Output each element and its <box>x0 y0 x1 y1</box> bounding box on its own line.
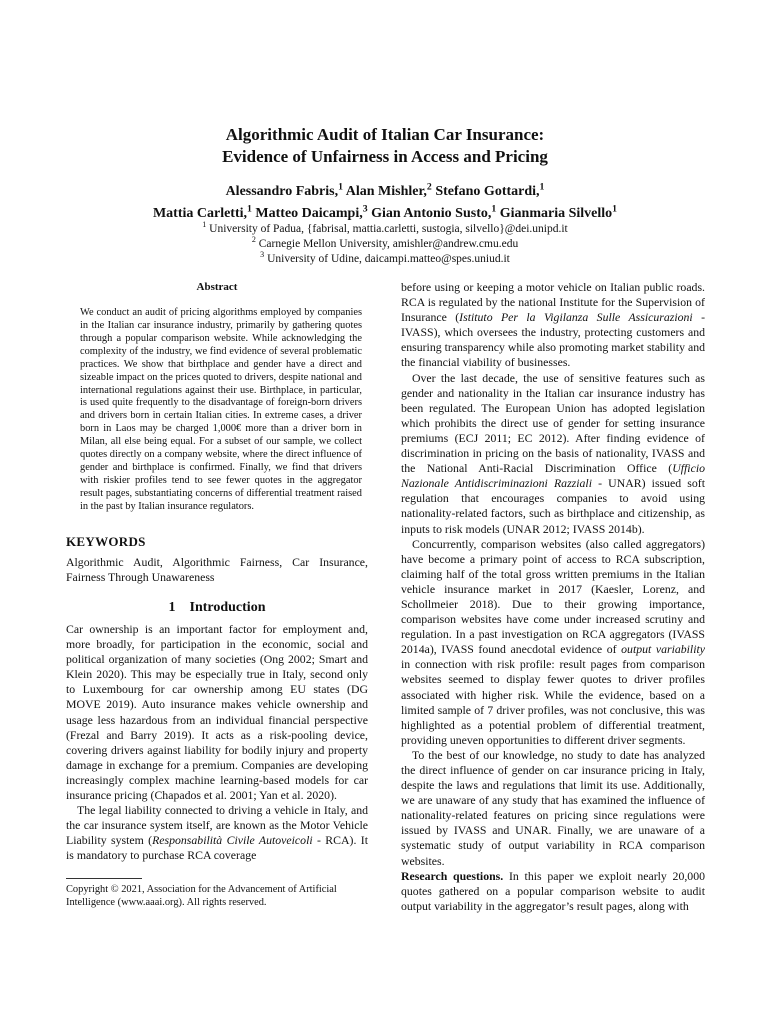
section-title: Introduction <box>189 599 266 615</box>
body-paragraph: before using or keeping a motor vehicle on Italian public roads. RCA is regulated by the national Institute for the Supervision of Insurance (Istituto Per la Vigilanza Sulle Assicurazioni - IVASS), which oversees the industry, protecting customers and ensuring transparency while also promoting market stability and the financial viability of businesses. <box>401 280 705 370</box>
affiliation: $^3$ University of Udine, daicampi.matteo@spes.uniud.it <box>260 250 510 265</box>
author-affiliation-mark: 3 <box>362 203 368 215</box>
author: Stefano Gottardi, <box>435 184 540 199</box>
body-paragraph: To the best of our knowledge, no study to date has analyzed the direct influence of gender on car insurance pricing in Italy, despite the laws and regulations that limit its use. Additionally, we are unaware of any study that has examined the influence of nationality-related features on pricing since regulations were issued by IVASS and UNAR. Finally, we are unaware of a systematic study of output variability in RCA comparison websites. <box>401 747 705 868</box>
research-questions-paragraph: Research questions. In this paper we exploit nearly 20,000 quotes gathered on a popular comparison website to audit output variability in the aggregator’s result pages, along with <box>401 868 706 913</box>
author-list <box>40 181 730 225</box>
section-heading-introduction <box>66 600 368 615</box>
affiliation: $^1$ University of Padua, {fabrisal, mattia.carletti, sustogia, silvello}@dei.unipd.it <box>202 220 568 235</box>
keywords-heading: KEYWORDS <box>66 533 146 549</box>
author: Alan Mishler, <box>345 184 427 199</box>
right-column <box>401 280 705 914</box>
section-number: 1 <box>168 599 176 615</box>
title-line-1: Algorithmic Audit of Italian Car Insurance: <box>225 125 545 144</box>
author-affiliation-mark: 1 <box>491 203 497 215</box>
author: Gianmaria Silvello <box>499 206 613 221</box>
run-in-heading: Research questions. <box>401 868 504 883</box>
intro-paragraph-2: The legal liability connected to driving a vehicle in Italy, and the car insurance system itself, are known as the Motor Vehicle Liability system (Responsabilità Civile Autoveicoli - RCA). It is mandatory to purchase RCA coverage <box>66 803 368 863</box>
paper-title <box>60 124 710 168</box>
affiliation: $^2$ Carnegie Mellon University, amishler@andrew.cmu.edu <box>251 235 519 250</box>
author: Mattia Carletti, <box>152 206 248 221</box>
author-affiliation-mark: 1 <box>612 203 618 215</box>
author-affiliation-mark: 1 <box>247 203 252 215</box>
keywords-text: Algorithmic Audit, Algorithmic Fairness, Car Insurance, Fairness Through Unawareness <box>66 554 368 584</box>
copyright-footnote <box>66 878 368 909</box>
author: Alessandro Fabris, <box>225 184 339 199</box>
author-line-1 <box>40 181 730 203</box>
title-line-2: Evidence of Unfairness in Access and Pricing <box>222 147 548 166</box>
author-affiliation-mark: 1 <box>338 181 344 193</box>
copyright-text: Copyright © 2021, Association for the Advancement of Artificial Intelligence (www.aaai.org). All rights reserved. <box>66 884 337 908</box>
author-affiliation-mark: 1 <box>539 181 545 193</box>
left-column <box>66 280 368 863</box>
abstract-text: We conduct an audit of pricing algorithms employed by companies in the Italian car insurance industry, primarily by gathering quotes through a popular comparison website. While acknowledging the complexity of the industry, we find evidence of several problematic practices. We show that birthplace and gender have a direct and sizeable impact on the prices quoted to drivers, despite national and international regulations against their use. Birthplace, in particular, is used quite frequently to the disadvantage of foreign-born drivers and drivers born in certain Italian cities. In extreme cases, a driver born in Laos may be charged 1,000€ more than a driver born in Milan, all else being equal. For a subset of our sample, we collect quotes directly on a company website, where the direct influence of gender and birthplace is confirmed. Finally, we find that drivers with riskier profiles tend to see fewer quotes in the aggregator result pages, substantiating concerns of differential treatment raised in the past by Italian insurance regulators. <box>80 307 362 512</box>
author: Gian Antonio Susto, <box>371 206 492 221</box>
body-paragraph: Concurrently, comparison websites (also called aggregators) have become a primary point of access to RCA subscription, claiming half of the total gross written premiums in the Italian vehicle insurance market in 2017 (Kaesler, Lorenz, and Schollmeier 2018). Due to their growing importance, comparison websites have come under increased scrutiny and regulation. In a past investigation on RCA aggregators (IVASS 2014a), IVASS found anecdotal evidence of output variability in connection with risk profile: result pages from comparison websites seemed to display fewer quotes to driver profiles associated with higher risk. While the evidence, based on a limited sample of 7 driver profiles, was not conclusive, this was highlighted as a potential problem of differential treatment, providing uneven opportunities to different driver segments. <box>401 536 706 747</box>
author: Matteo Daicampi, <box>255 206 363 221</box>
intro-paragraph-1: Car ownership is an important factor for employment and, more broadly, for participation in the economic, social and political organization of many societies (Ong 2002; Smart and Klein 2020). This may be especially true in Italy, second only to Luxembourg for car ownership among EU states (DG MOVE 2019). Auto insurance makes vehicle ownership and usage less hazardous from an individual financial perspective (Frezal and Barry 2019). It acts as a risk-pooling device, covering drivers against liability for bodily injury and property damage in exchange for a premium. Companies are developing increasingly complex machine learning-based models for car insurance pricing (Chapados et al. 2001; Yan et al. 2020). <box>66 621 368 802</box>
body-paragraph: Over the last decade, the use of sensitive features such as gender and nationality in the Italian car insurance industry has been regulated. The European Union has adopted legislation which prohibits the direct use of gender for setting insurance premiums (ECJ 2011; EC 2012). After finding evidence of discrimination in pricing on the basis of nationality, IVASS and the National Anti-Racial Discrimination Office (Ufficio Nazionale Antidiscriminazioni Razziali - UNAR) issued soft regulation that encourages companies to avoid using nationality-related factors, such as birthplace and citizenship, as inputs to risk models (UNAR 2012; IVASS 2014b). <box>401 370 705 536</box>
affiliation-list <box>60 222 710 267</box>
author-affiliation-mark: 2 <box>426 181 432 193</box>
abstract-heading: Abstract <box>196 281 238 293</box>
footnote-rule <box>66 878 142 879</box>
